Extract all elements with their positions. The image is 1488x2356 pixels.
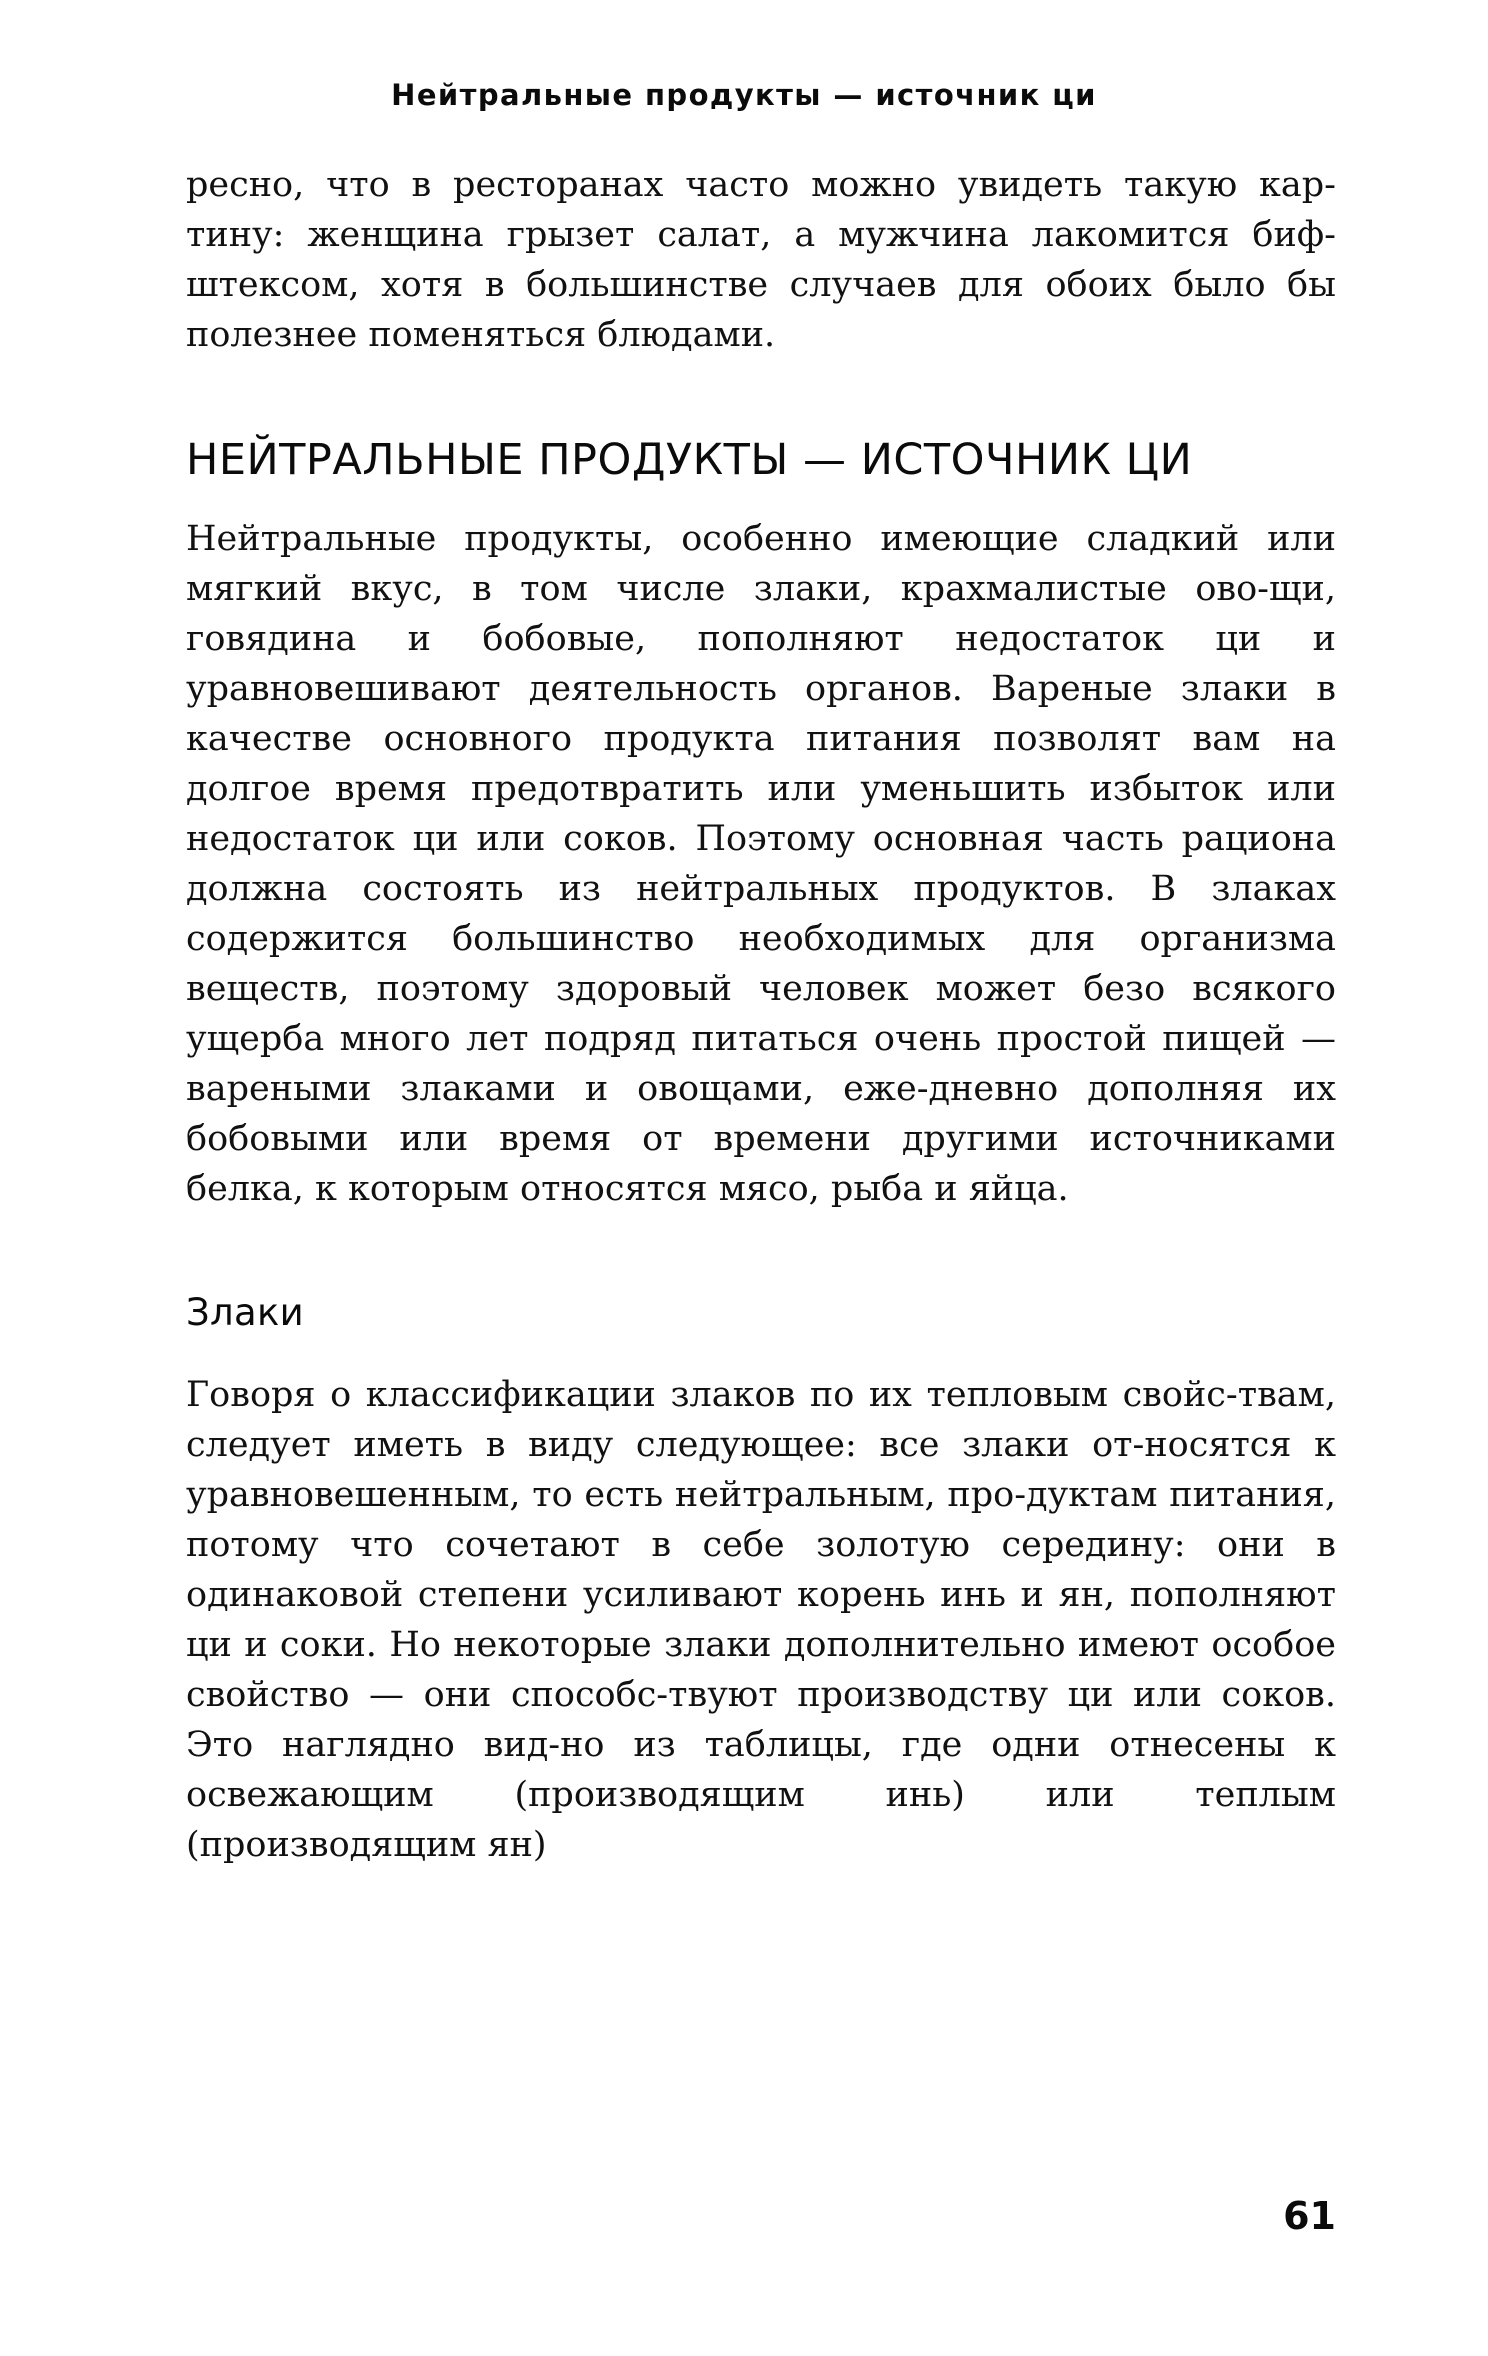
section-paragraph: Нейтральные продукты, особенно имеющие сладкий или мягкий вкус, в том числе злаки, крахмалистые ово-щи, говядина и бобовые, пополняют недостаток ци и уравновешивают деятельность органов. Вареные злаки в качестве основного продукта питания позволят вам на долгое время предотвратить или уменьшить избыток или недостаток ци или соков. Поэтому основная часть рациона должна состоять из нейтральных продуктов. В злаках содержится большинство необходимых для организма веществ, поэтому здоровый человек может безо всякого ущерба много лет подряд питаться очень простой пищей — вареными злаками и овощами, еже-дневно дополняя их бобовыми или время от времени другими источниками белка, к которым относятся мясо, рыба и яйца. (186, 519, 1336, 1209)
subsection-paragraph: Говоря о классификации злаков по их тепловым свойс-твам, следует иметь в виду следующее: все злаки от-носятся к уравновешенным, то есть нейтральным, про-дуктам питания, потому что сочетают в себе золотую середину: они в одинаковой степени усиливают корень инь и ян, пополняют ци и соки. Но некоторые злаки дополнительно имеют особое свойство — они способс-твуют производству ци или соков. Это наглядно вид-но из таблицы, где одни отнесены к освежающим (производящим инь) или теплым (производящим ян) (186, 1375, 1336, 1865)
page-content (186, 160, 1336, 1870)
subsection-heading: Злаки (186, 1291, 304, 1334)
section-heading: НЕЙТРАЛЬНЫЕ ПРОДУКТЫ — ИСТОЧНИК ЦИ (186, 435, 1193, 485)
running-head: Нейтральные продукты — источник ци (391, 78, 1097, 112)
page-number: 61 (1283, 2194, 1336, 2238)
continued-paragraph: ресно, что в ресторанах часто можно увидеть такую кар-тину: женщина грызет салат, а мужчина лакомится биф-штексом, хотя в большинстве случаев для обоих было бы полезнее поменяться блюдами. (186, 165, 1336, 355)
